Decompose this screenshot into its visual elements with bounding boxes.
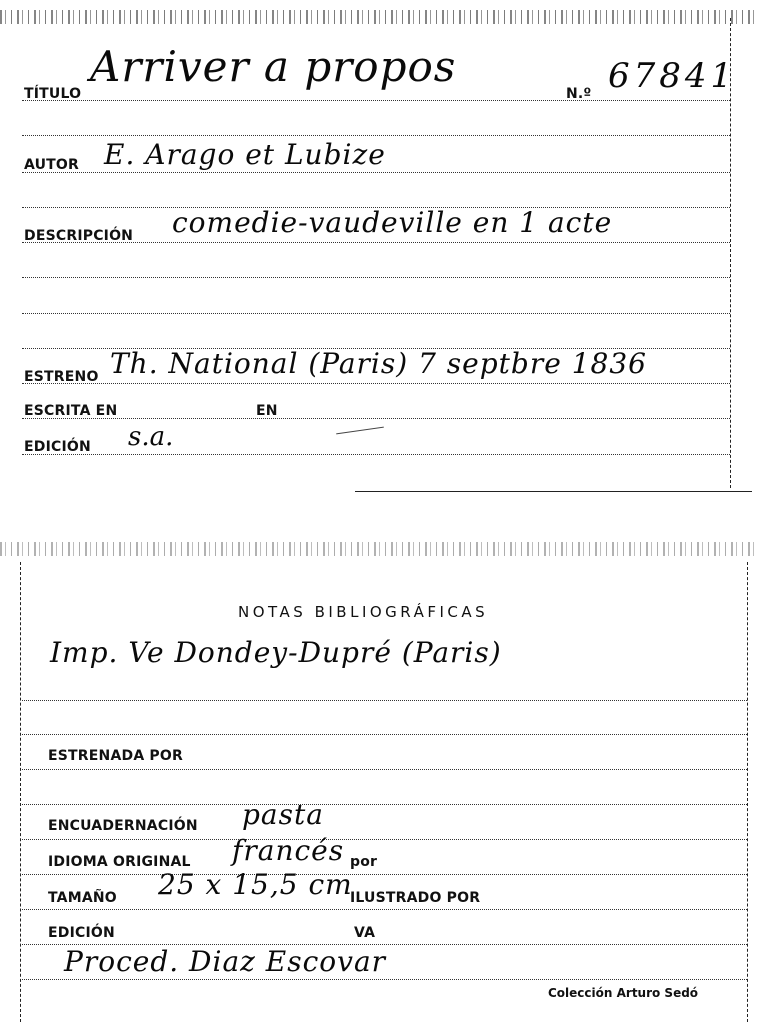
edicion-value: s.a. [128,422,174,452]
procedencia-value: Proced. Diaz Escovar [64,945,387,978]
en-label: EN [256,403,278,419]
rule-line [22,454,730,455]
numero-value: 67841 [608,56,737,96]
edicion-label-bottom: EDICIÓN [48,925,115,941]
rule-line [22,135,730,136]
titulo-label: TÍTULO [24,86,82,102]
rule-line [22,100,730,101]
rule-line [22,769,747,770]
notas-heading: NOTAS BIBLIOGRÁFICAS [238,603,489,621]
rule-line [22,172,730,173]
encuadernacion-label: ENCUADERNACIÓN [48,818,198,834]
encuadernacion-value: pasta [242,798,324,831]
estreno-value: Th. National (Paris) 7 septbre 1836 [110,347,647,380]
idioma-label: IDIOMA ORIGINAL [48,854,191,870]
descripcion-label: DESCRIPCIÓN [24,228,134,244]
descripcion-value: comedie-vaudeville en 1 acte [172,206,613,239]
catalog-card-back [0,540,759,1028]
edicion-label: EDICIÓN [24,439,91,455]
ilustrado-label: ILUSTRADO POR [350,890,481,906]
rule-line [22,418,730,419]
estreno-label: ESTRENO [24,369,99,385]
numero-label: N.º [566,86,592,102]
va-label: VA [354,925,376,941]
rule-line [22,839,747,840]
rule-line [22,277,730,278]
tamano-value: 25 x 15,5 cm [158,868,353,901]
notas-value: Imp. Ve Dondey-Dupré (Paris) [50,636,502,669]
pen-stroke [336,427,384,435]
rule-line [22,734,747,735]
rule-line [22,383,730,384]
rule-line [22,874,747,875]
card-bottom-top-edge [0,542,759,556]
catalog-card-front [0,0,759,500]
rule-line [22,804,747,805]
idioma-value: francés [232,834,345,867]
titulo-value: Arriver a propos [90,42,457,91]
card-right-border [747,562,748,1022]
rule-line [22,909,747,910]
rule-line [22,700,747,701]
estrenada-label: ESTRENADA POR [48,748,183,764]
rule-line [22,313,730,314]
tamano-label: TAMAÑO [48,890,117,906]
por-label: por [350,854,378,870]
collection-stamp: Colección Arturo Sedó [548,986,699,1000]
escrita-label: ESCRITA EN [24,403,118,419]
card-left-border [20,562,21,1022]
card-top-edge [0,10,759,24]
autor-label: AUTOR [24,157,80,173]
rule-line [22,979,747,980]
autor-value: E. Arago et Lubize [104,138,386,171]
card-bottom-edge [355,491,752,492]
